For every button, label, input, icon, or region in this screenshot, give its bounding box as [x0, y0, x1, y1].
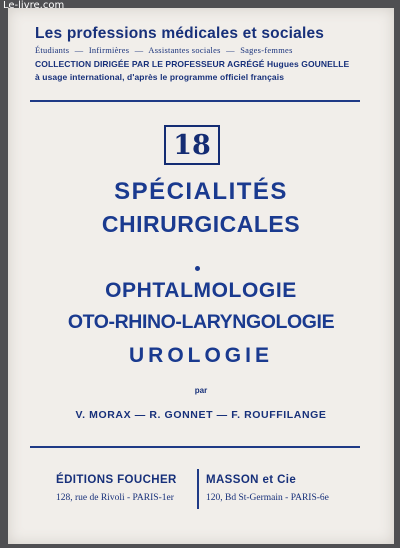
top-divider — [30, 100, 360, 102]
title-line-2: CHIRURGICALES — [101, 211, 301, 237]
watermark-text: Le-livre.com — [3, 0, 65, 11]
subtitle-urologie: UROLOGIE — [128, 344, 273, 367]
publisher-masson-name: MASSON et Cie — [206, 474, 297, 486]
by-label: par — [194, 386, 208, 395]
publisher-masson-address: 120, Bd St-Germain - PARIS-6e — [206, 493, 329, 503]
volume-number-box — [164, 125, 220, 165]
audience-separator: — — [134, 46, 144, 55]
collection-line: COLLECTION DIRIGÉE PAR LE PROFESSEUR AGRÉGÉ Hugues GOUNELLE — [35, 59, 350, 69]
title-bullet — [195, 266, 200, 271]
audience-separator: — — [74, 46, 84, 55]
volume-number: 18 — [173, 129, 211, 161]
subtitle-ophtalmologie: OPHTALMOLOGIE — [105, 279, 297, 302]
subtitle-orl: OTO-RHINO-LARYNGOLOGIE — [67, 311, 335, 333]
title-line-1: SPÉCIALITÉS — [114, 178, 288, 205]
bottom-divider — [30, 446, 360, 448]
audience-item: Assistantes sociales — [148, 46, 221, 55]
publisher-separator — [197, 469, 199, 509]
book-cover — [8, 8, 394, 544]
authors-line: V. MORAX — R. GONNET — F. ROUFFILANGE — [75, 409, 327, 421]
publisher-foucher-address: 128, rue de Rivoli - PARIS-1er — [56, 493, 174, 503]
publisher-foucher-name: ÉDITIONS FOUCHER — [56, 474, 177, 486]
audience-line — [35, 46, 296, 55]
audience-item: Infirmières — [88, 46, 130, 55]
usage-line: à usage international, d'après le programme officiel français — [35, 72, 285, 82]
audience-item: Étudiants — [35, 46, 70, 55]
audience-separator: — — [226, 46, 235, 55]
audience-item: Sages-femmes — [240, 46, 293, 55]
series-title: Les professions médicales et sociales — [35, 25, 325, 42]
